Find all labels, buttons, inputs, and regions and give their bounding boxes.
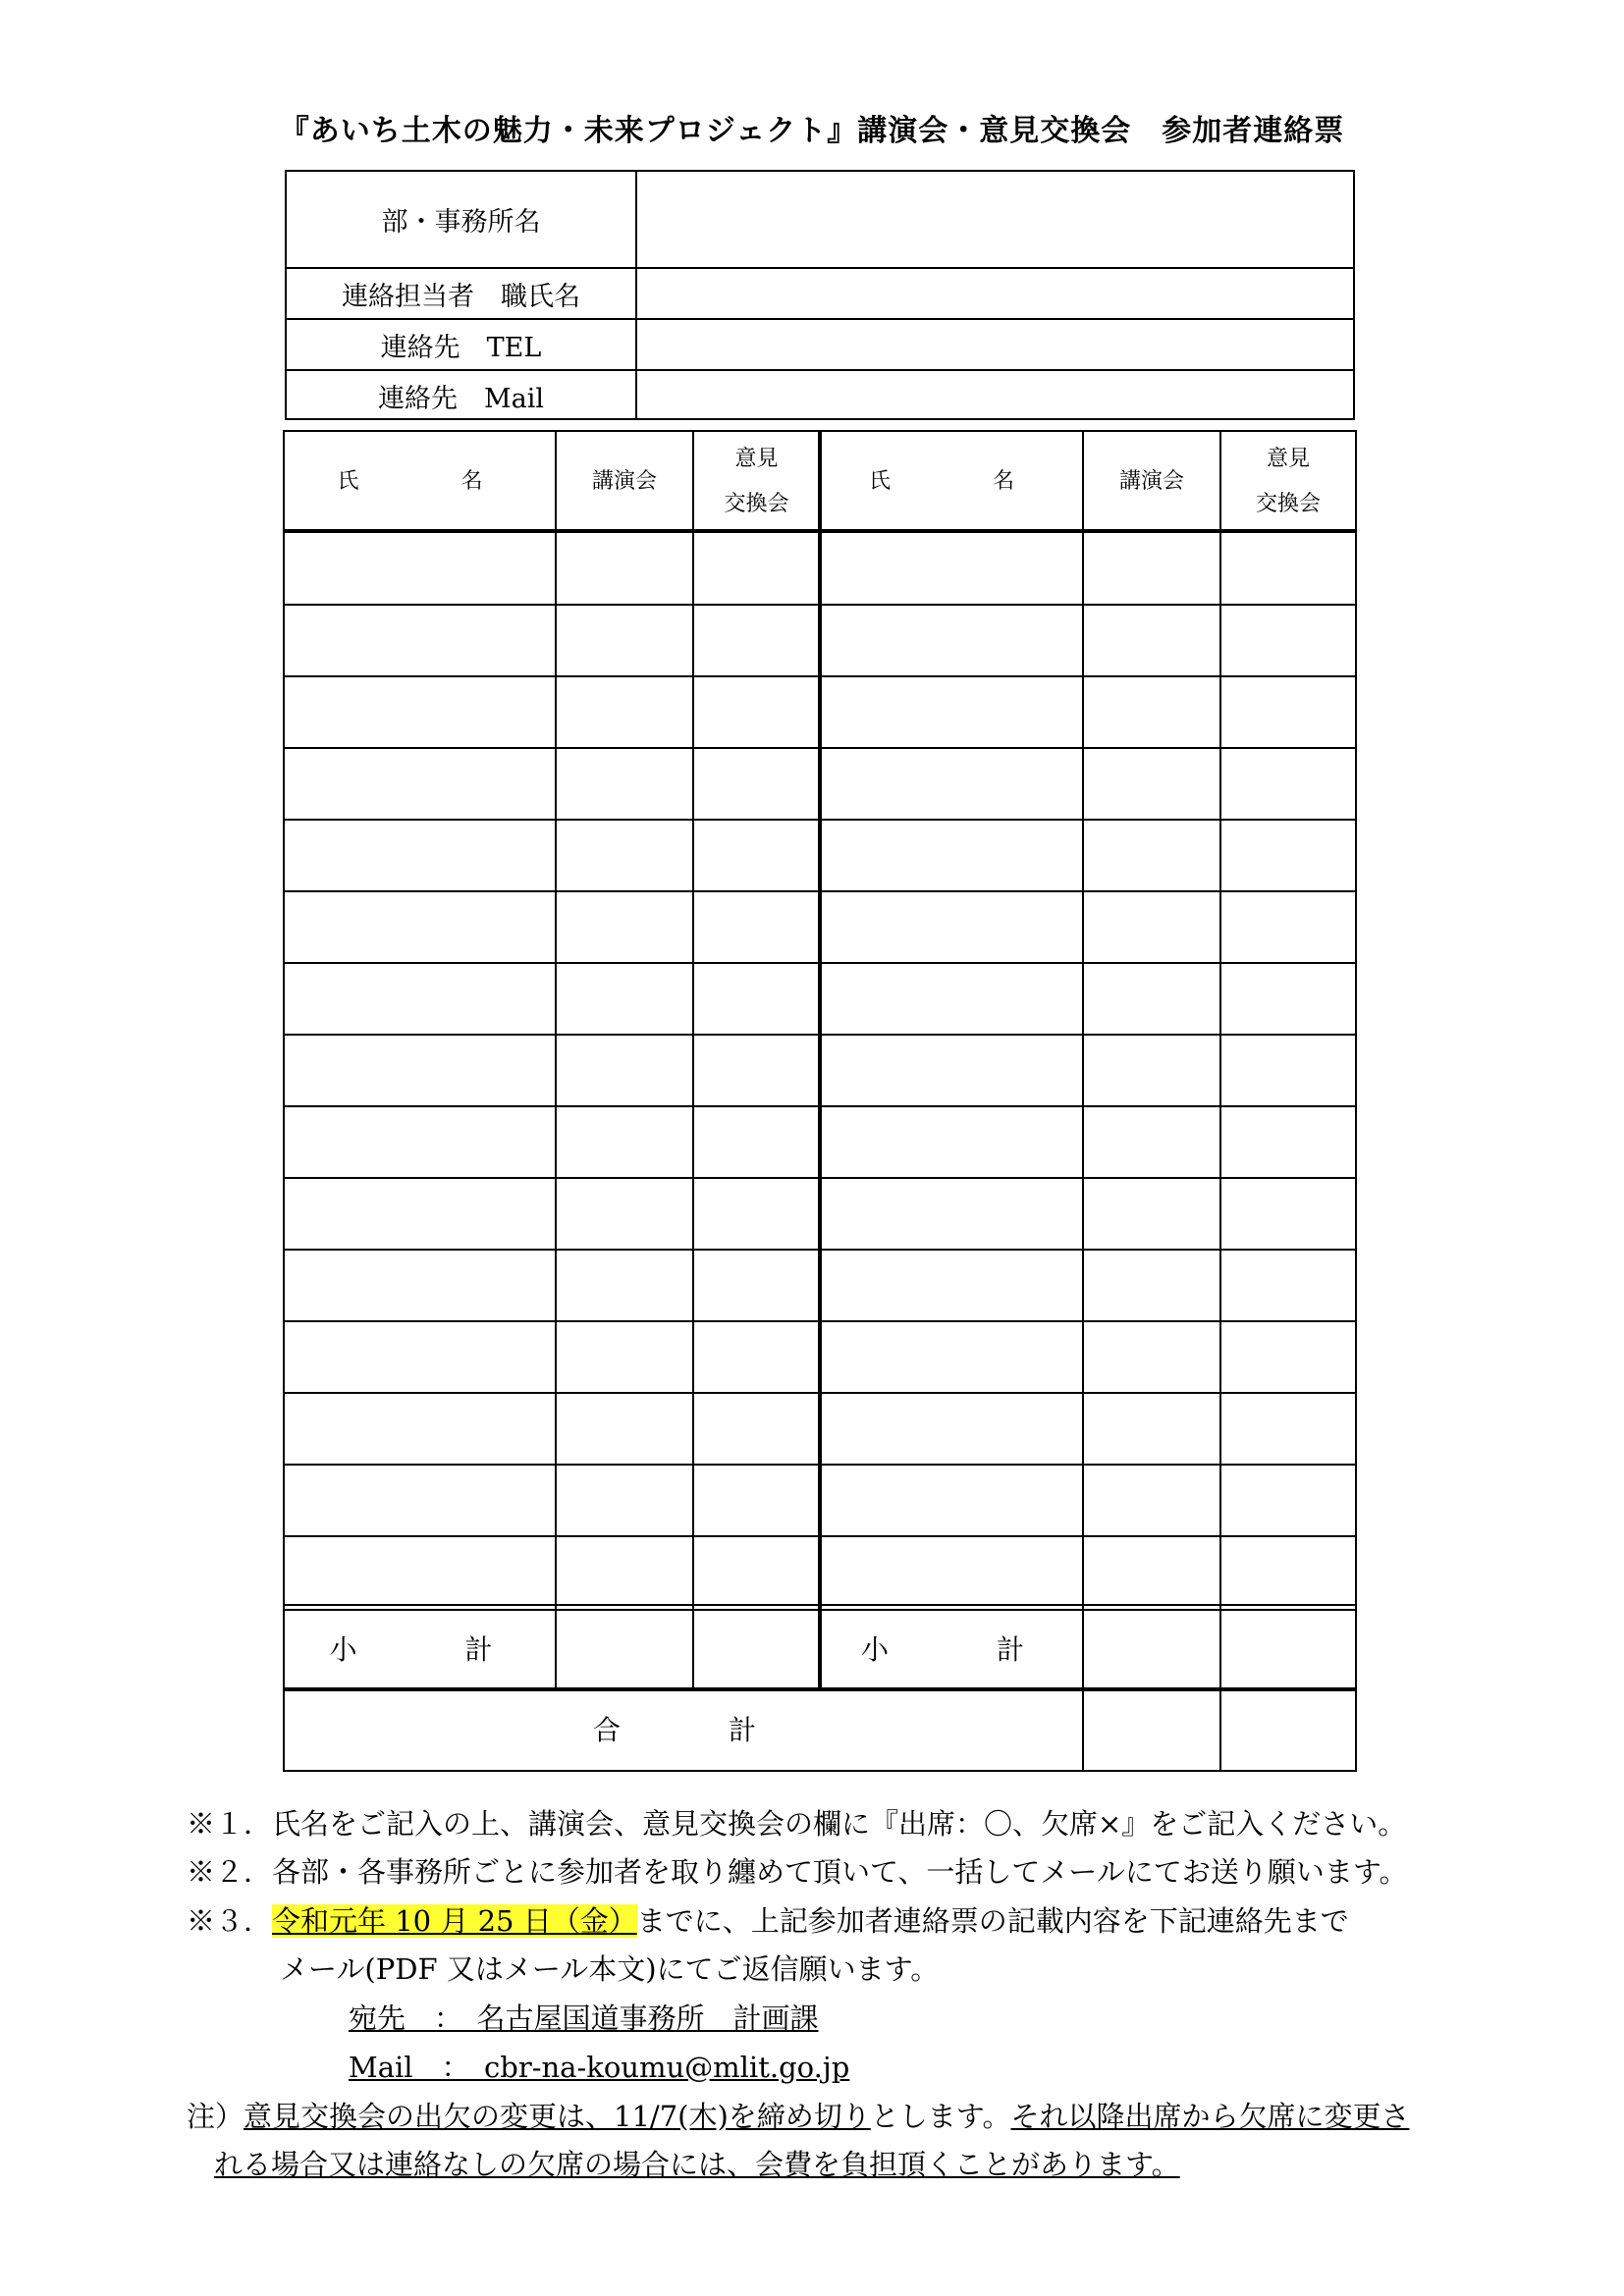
entry-cell-name-left[interactable]: [284, 748, 556, 820]
caution-line-1: [187, 2095, 1409, 2135]
mail-address[interactable]: Mail ： cbr-na-koumu@mlit.go.jp: [349, 2051, 850, 2084]
caution-part-c: それ以降出席から欠席に変更さ: [1010, 2100, 1410, 2133]
caution-prefix: 注）: [187, 2100, 244, 2133]
entry-cell-exchange-right[interactable]: [1220, 676, 1356, 748]
subtotal-label-left: 小 計: [329, 1632, 511, 1666]
entry-cell-name-right[interactable]: [820, 605, 1083, 676]
caution-part-a: 意見交換会の出欠の変更は、11/7(木)を締め切り: [244, 2100, 871, 2133]
entry-cell-exchange-right[interactable]: [1220, 963, 1356, 1035]
entry-cell-exchange-left[interactable]: [693, 1035, 820, 1106]
entry-cell-lecture-left[interactable]: [556, 1536, 693, 1605]
entry-cell-exchange-right[interactable]: [1220, 1106, 1356, 1178]
deadline-highlight: 令和元年 10 月 25 日（金）: [272, 1904, 637, 1938]
entry-cell-exchange-right[interactable]: [1220, 748, 1356, 820]
info-row-office: [287, 172, 1353, 267]
entry-cell-exchange-right[interactable]: [1220, 891, 1356, 963]
entry-cell-name-left[interactable]: [284, 963, 556, 1035]
entry-cell-lecture-left[interactable]: [556, 748, 693, 820]
entry-cell-name-left[interactable]: [284, 1035, 556, 1106]
entry-cell-lecture-right[interactable]: [1083, 1465, 1220, 1536]
entry-cell-lecture-left[interactable]: [556, 820, 693, 891]
info-label: 連絡先 TEL: [287, 320, 637, 369]
entry-cell-name-left[interactable]: [284, 605, 556, 676]
entry-cell-lecture-left[interactable]: [556, 1465, 693, 1536]
header-exchange-left-1: 意見: [734, 447, 779, 471]
entry-cell-name-right[interactable]: [820, 676, 1083, 748]
entry-cell-exchange-left[interactable]: [693, 533, 820, 605]
entry-cell-lecture-left[interactable]: [556, 1321, 693, 1393]
entry-cell-name-right[interactable]: [820, 891, 1083, 963]
header-name-right: 氏 名: [868, 469, 1034, 494]
page-title: 『あいち土木の魅力・未来プロジェクト』講演会・意見交換会 参加者連絡票: [279, 114, 1345, 148]
entry-cell-lecture-left[interactable]: [556, 605, 693, 676]
entry-cell-lecture-right[interactable]: [1083, 533, 1220, 605]
entry-cell-name-right[interactable]: [820, 1106, 1083, 1178]
info-row-tel: [287, 318, 1353, 369]
entry-cell-lecture-right[interactable]: [1083, 1321, 1220, 1393]
note-1: ※１．氏名をご記入の上、講演会、意見交換会の欄に『出席：〇、欠席×』をご記入ください。: [187, 1807, 1407, 1841]
note-3-prefix: ※３．: [187, 1904, 273, 1938]
entry-cell-exchange-left[interactable]: [693, 891, 820, 963]
entry-cell-exchange-left[interactable]: [693, 1393, 820, 1465]
entry-cell-name-right[interactable]: [820, 533, 1083, 605]
entry-cell-lecture-right[interactable]: [1083, 1393, 1220, 1465]
entry-cell-exchange-right[interactable]: [1220, 1393, 1356, 1465]
header-exchange-right-2: 交換会: [1255, 492, 1321, 516]
entry-cell-name-left[interactable]: [284, 1536, 556, 1605]
info-label: 連絡担当者 職氏名: [287, 269, 637, 318]
header-exchange-left-2: 交換会: [724, 492, 789, 516]
contact-person-field[interactable]: [637, 269, 1353, 318]
entry-cell-lecture-right[interactable]: [1083, 676, 1220, 748]
info-label: 連絡先 Mail: [287, 371, 637, 420]
entry-cell-name-left[interactable]: [284, 533, 556, 605]
entry-cell-lecture-left[interactable]: [556, 891, 693, 963]
caution-line-2: れる場合又は連絡なしの欠席の場合には、会費を負担頂くことがあります。: [214, 2148, 1180, 2181]
entry-cell-lecture-right[interactable]: [1083, 605, 1220, 676]
entry-cell-name-right[interactable]: [820, 963, 1083, 1035]
entry-cell-lecture-left[interactable]: [556, 1250, 693, 1321]
entry-cell-lecture-left[interactable]: [556, 1035, 693, 1106]
info-row-mail: [287, 369, 1353, 420]
entry-cell-exchange-left[interactable]: [693, 1178, 820, 1250]
entry-cell-lecture-right[interactable]: [1083, 748, 1220, 820]
tel-field[interactable]: [637, 320, 1353, 369]
entry-cell-name-right[interactable]: [820, 1250, 1083, 1321]
entry-cell-name-right[interactable]: [820, 1536, 1083, 1605]
office-name-field[interactable]: [637, 172, 1353, 267]
entry-cell-exchange-left[interactable]: [693, 748, 820, 820]
entry-cell-name-left[interactable]: [284, 1393, 556, 1465]
caution-part-b: とします。: [870, 2100, 1011, 2133]
entry-cell-lecture-left[interactable]: [556, 676, 693, 748]
entry-cell-name-left[interactable]: [284, 1106, 556, 1178]
entry-cell-exchange-left[interactable]: [693, 1321, 820, 1393]
entry-cell-exchange-right[interactable]: [1220, 1536, 1356, 1605]
contact-info-table: [285, 170, 1355, 420]
entry-cell-name-right[interactable]: [820, 1465, 1083, 1536]
entry-cell-lecture-right[interactable]: [1083, 963, 1220, 1035]
mail-field[interactable]: [637, 371, 1353, 420]
total-label: 合 計: [592, 1713, 774, 1746]
entry-cell-exchange-left[interactable]: [693, 1250, 820, 1321]
entry-cell-exchange-left[interactable]: [693, 1465, 820, 1536]
entry-cell-name-right[interactable]: [820, 1178, 1083, 1250]
note-3: [187, 1899, 1349, 1940]
info-row-contact-person: [287, 267, 1353, 318]
subtotal-label-right: 小 計: [860, 1632, 1042, 1666]
note-3-rest: までに、上記参加者連絡票の記載内容を下記連絡先まで: [636, 1904, 1349, 1938]
entry-cell-exchange-right[interactable]: [1220, 1035, 1356, 1106]
header-lecture-left: 講演会: [591, 469, 657, 494]
entry-cell-lecture-right[interactable]: [1083, 1035, 1220, 1106]
entry-cell-name-right[interactable]: [820, 748, 1083, 820]
entry-cell-lecture-right[interactable]: [1083, 1250, 1220, 1321]
entry-cell-lecture-right[interactable]: [1083, 1178, 1220, 1250]
entry-cell-lecture-left[interactable]: [556, 1106, 693, 1178]
entry-cell-exchange-right[interactable]: [1220, 533, 1356, 605]
destination: 宛先 ： 名古屋国道事務所 計画課: [349, 2002, 819, 2035]
entry-cell-exchange-left[interactable]: [693, 963, 820, 1035]
entry-cell-name-left[interactable]: [284, 1465, 556, 1536]
entry-cell-exchange-right[interactable]: [1220, 1250, 1356, 1321]
entry-cell-lecture-left[interactable]: [556, 963, 693, 1035]
entry-cell-lecture-right[interactable]: [1083, 891, 1220, 963]
entry-cell-name-left[interactable]: [284, 676, 556, 748]
entry-cell-exchange-left[interactable]: [693, 820, 820, 891]
entry-cell-name-right[interactable]: [820, 1393, 1083, 1465]
note-2: ※２．各部・各事務所ごとに参加者を取り纏めて頂いて、一括してメールにてお送り願います。: [187, 1855, 1408, 1889]
entry-cell-name-left[interactable]: [284, 1178, 556, 1250]
entry-cell-exchange-right[interactable]: [1220, 1465, 1356, 1536]
entry-cell-exchange-right[interactable]: [1220, 1321, 1356, 1393]
entry-cell-lecture-right[interactable]: [1083, 1106, 1220, 1178]
entry-cell-exchange-right[interactable]: [1220, 820, 1356, 891]
entry-cell-name-right[interactable]: [820, 1321, 1083, 1393]
entry-cell-name-left[interactable]: [284, 1250, 556, 1321]
entry-cell-lecture-right[interactable]: [1083, 1536, 1220, 1605]
entry-cell-name-left[interactable]: [284, 891, 556, 963]
entry-cell-name-left[interactable]: [284, 820, 556, 891]
note-3-line2: メール(PDF 又はメール本文)にてご返信願います。: [280, 1952, 940, 1986]
header-lecture-right: 講演会: [1118, 469, 1184, 494]
entry-cell-exchange-left[interactable]: [693, 605, 820, 676]
entry-cell-exchange-left[interactable]: [693, 1106, 820, 1178]
entry-cell-lecture-left[interactable]: [556, 1393, 693, 1465]
header-exchange-right-1: 意見: [1266, 447, 1310, 471]
entry-cell-name-left[interactable]: [284, 1321, 556, 1393]
entry-cell-exchange-left[interactable]: [693, 1536, 820, 1605]
entry-cell-name-right[interactable]: [820, 1035, 1083, 1106]
entry-cell-lecture-left[interactable]: [556, 533, 693, 605]
entry-cell-name-right[interactable]: [820, 820, 1083, 891]
info-label: 部・事務所名: [287, 172, 637, 267]
entry-cell-exchange-left[interactable]: [693, 676, 820, 748]
header-name-left: 氏 名: [337, 469, 503, 494]
entry-cell-exchange-right[interactable]: [1220, 605, 1356, 676]
entry-cell-lecture-left[interactable]: [556, 1178, 693, 1250]
entry-cell-lecture-right[interactable]: [1083, 820, 1220, 891]
entry-cell-exchange-right[interactable]: [1220, 1178, 1356, 1250]
